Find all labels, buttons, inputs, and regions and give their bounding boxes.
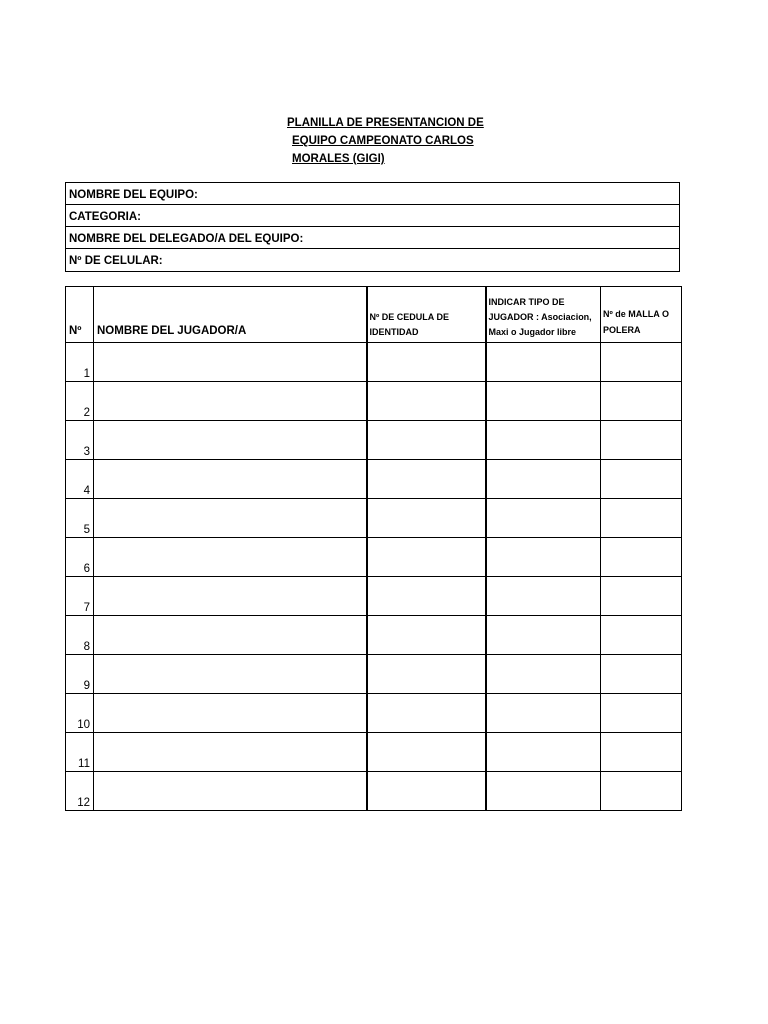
player-name-cell[interactable]	[94, 343, 367, 382]
id-number-cell[interactable]	[367, 538, 486, 577]
id-number-cell[interactable]	[367, 460, 486, 499]
row-number: 9	[66, 655, 94, 694]
row-number: 5	[66, 499, 94, 538]
shirt-number-cell[interactable]	[601, 460, 682, 499]
shirt-number-cell[interactable]	[601, 343, 682, 382]
category-field[interactable]: CATEGORIA:	[66, 205, 679, 227]
player-type-cell[interactable]	[486, 343, 601, 382]
shirt-number-cell[interactable]	[601, 733, 682, 772]
row-number: 10	[66, 694, 94, 733]
id-number-cell[interactable]	[367, 772, 486, 811]
shirt-number-cell[interactable]	[601, 694, 682, 733]
row-number: 11	[66, 733, 94, 772]
form-title	[287, 114, 547, 168]
table-row	[66, 460, 682, 499]
player-name-cell[interactable]	[94, 733, 367, 772]
player-type-cell[interactable]	[486, 499, 601, 538]
player-name-cell[interactable]	[94, 421, 367, 460]
player-name-cell[interactable]	[94, 655, 367, 694]
id-number-cell[interactable]	[367, 694, 486, 733]
row-number: 2	[66, 382, 94, 421]
table-row	[66, 382, 682, 421]
table-row	[66, 343, 682, 382]
shirt-number-cell[interactable]	[601, 421, 682, 460]
player-type-cell[interactable]	[486, 460, 601, 499]
shirt-number-cell[interactable]	[601, 499, 682, 538]
header-row	[66, 287, 682, 343]
id-number-cell[interactable]	[367, 577, 486, 616]
shirt-number-cell[interactable]	[601, 655, 682, 694]
player-type-cell[interactable]	[486, 772, 601, 811]
player-name-cell[interactable]	[94, 499, 367, 538]
table-row	[66, 538, 682, 577]
row-number: 7	[66, 577, 94, 616]
player-name-cell[interactable]	[94, 538, 367, 577]
shirt-number-cell[interactable]	[601, 538, 682, 577]
title-line-1: PLANILLA DE PRESENTANCION DE	[287, 117, 484, 129]
player-name-cell[interactable]	[94, 460, 367, 499]
table-row	[66, 577, 682, 616]
player-name-cell[interactable]	[94, 382, 367, 421]
header-id-number: Nº DE CEDULA DE IDENTIDAD	[367, 287, 486, 343]
player-type-cell[interactable]	[486, 538, 601, 577]
title-line-2: EQUIPO CAMPEONATO CARLOS	[292, 135, 474, 147]
shirt-number-cell[interactable]	[601, 616, 682, 655]
team-info-box	[65, 182, 680, 272]
player-name-cell[interactable]	[94, 772, 367, 811]
id-number-cell[interactable]	[367, 733, 486, 772]
table-row	[66, 616, 682, 655]
id-number-cell[interactable]	[367, 421, 486, 460]
delegate-name-field[interactable]: NOMBRE DEL DELEGADO/A DEL EQUIPO:	[66, 227, 679, 249]
player-type-cell[interactable]	[486, 616, 601, 655]
table-row	[66, 655, 682, 694]
shirt-number-cell[interactable]	[601, 772, 682, 811]
table-row	[66, 733, 682, 772]
id-number-cell[interactable]	[367, 655, 486, 694]
players-table	[65, 286, 682, 811]
table-row	[66, 694, 682, 733]
id-number-cell[interactable]	[367, 343, 486, 382]
shirt-number-cell[interactable]	[601, 382, 682, 421]
row-number: 6	[66, 538, 94, 577]
row-number: 1	[66, 343, 94, 382]
header-number: Nº	[66, 287, 94, 343]
player-type-cell[interactable]	[486, 382, 601, 421]
player-name-cell[interactable]	[94, 577, 367, 616]
shirt-number-cell[interactable]	[601, 577, 682, 616]
table-row	[66, 772, 682, 811]
team-name-field[interactable]: NOMBRE DEL EQUIPO:	[66, 183, 679, 205]
player-type-cell[interactable]	[486, 577, 601, 616]
header-player-name: NOMBRE DEL JUGADOR/A	[94, 287, 367, 343]
row-number: 4	[66, 460, 94, 499]
phone-field[interactable]: Nº DE CELULAR:	[69, 255, 163, 267]
row-number: 12	[66, 772, 94, 811]
player-type-cell[interactable]	[486, 421, 601, 460]
header-player-type: INDICAR TIPO DE JUGADOR : Asociacion, Maxi o Jugador libre	[486, 287, 601, 343]
header-shirt-number: Nº de MALLA O POLERA	[601, 287, 682, 343]
player-type-cell[interactable]	[486, 655, 601, 694]
player-name-cell[interactable]	[94, 616, 367, 655]
player-type-cell[interactable]	[486, 694, 601, 733]
player-name-cell[interactable]	[94, 694, 367, 733]
id-number-cell[interactable]	[367, 382, 486, 421]
table-row	[66, 421, 682, 460]
player-type-cell[interactable]	[486, 733, 601, 772]
table-row	[66, 499, 682, 538]
id-number-cell[interactable]	[367, 499, 486, 538]
title-line-3: MORALES (GIGI)	[292, 153, 385, 165]
id-number-cell[interactable]	[367, 616, 486, 655]
row-number: 3	[66, 421, 94, 460]
row-number: 8	[66, 616, 94, 655]
